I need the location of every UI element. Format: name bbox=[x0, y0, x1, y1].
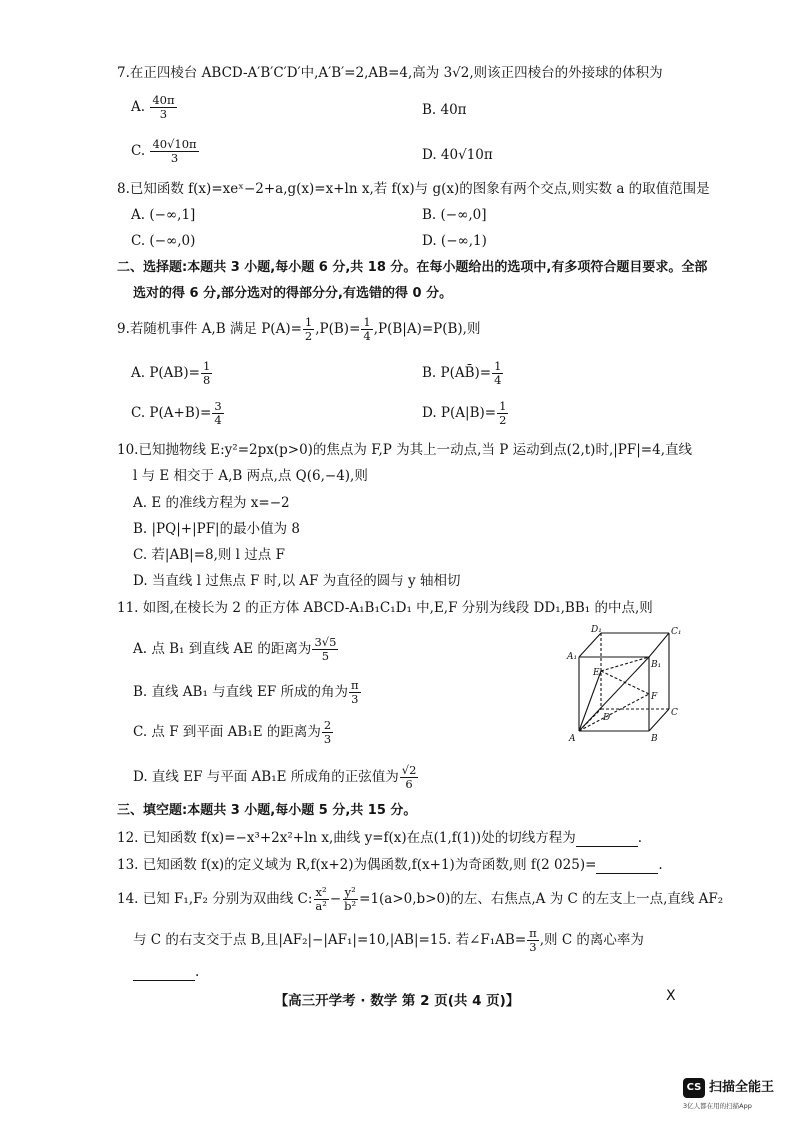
q7-option-d: D. 40√10π bbox=[422, 147, 493, 163]
answer-blank[interactable] bbox=[596, 859, 658, 874]
answer-blank[interactable] bbox=[576, 832, 638, 847]
segment-ef bbox=[601, 671, 649, 694]
fraction: $\frac{1}{2}$ bbox=[304, 315, 313, 343]
label-c: C bbox=[671, 708, 678, 718]
q8-option-b: B. (−∞,0] bbox=[422, 207, 487, 223]
q11-option-c: C. 点 F 到平面 AB₁E 的距离为 $\frac{2}{3}$ bbox=[133, 718, 332, 746]
q10-stem: 10.已知抛物线 E:y²=2px(p>0)的焦点为 F,P 为其上一动点,当 P 运动到点(2,t)时,|PF|=4,直线 bbox=[117, 442, 692, 458]
q13-stem: 13. 已知函数 f(x)的定义域为 R,f(x+2)为偶函数,f(x+1)为奇函数,则 f(2 025)= . bbox=[117, 857, 663, 873]
page-footer: 【高三开学考 · 数学 第 2 页(共 4 页)】 bbox=[274, 993, 520, 1009]
edge-bc bbox=[649, 709, 669, 731]
label-e: E bbox=[593, 668, 600, 678]
q7-option-b: B. 40π bbox=[422, 102, 467, 118]
q9-option-a: A. P(AB)= $\frac{1}{8}$ bbox=[131, 359, 211, 387]
camscanner-logo-icon: CS bbox=[683, 1078, 705, 1098]
q12-stem: 12. 已知函数 f(x)=−x³+2x²+ln x,曲线 y=f(x)在点(1,f(1))处的切线方程为 . bbox=[117, 830, 642, 846]
q14-stem-cont: 与 C 的右支交于点 B,且|AF₂|−|AF₁|=10,|AB|=15. 若∠F₁AB= $\frac{\pi}{3}$ ,则 C 的离心率为 bbox=[133, 926, 644, 954]
section-3-heading: 三、填空题:本题共 3 小题,每小题 5 分,共 15 分。 bbox=[117, 803, 417, 818]
q7-option-c bbox=[131, 138, 200, 165]
section-2-heading-cont: 选对的得 6 分,部分选对的得部分分,有选错的得 0 分。 bbox=[133, 286, 453, 301]
q11-option-a: A. 点 B₁ 到直线 AE 的距离为 $\frac{3√5}{5}$ bbox=[133, 635, 337, 663]
q10-option-a: A. E 的准线方程为 x=−2 bbox=[133, 495, 290, 511]
paper-version-mark: X bbox=[666, 988, 676, 1004]
cube-figure bbox=[565, 623, 685, 748]
section-2-heading: 二、选择题:本题共 3 小题,每小题 6 分,共 18 分。在每小题给出的选项中,有多项符合题目要求。全部 bbox=[117, 260, 708, 275]
option-label: A. bbox=[131, 99, 146, 115]
label-a1: A₁ bbox=[567, 652, 578, 662]
fraction: $\frac{40√10\pi}{3}$ bbox=[152, 137, 197, 165]
segment-af bbox=[579, 694, 649, 731]
q9-option-c: C. P(A+B)= $\frac{3}{4}$ bbox=[131, 399, 222, 427]
q9-stem: 9.若随机事件 A,B 满足 P(A)= $\frac{1}{2}$ ,P(B)= $\frac{1}{4}$ ,P(B|A)=P(B),则 bbox=[117, 315, 481, 343]
q8-option-c: C. (−∞,0) bbox=[131, 233, 196, 249]
q7-option-a bbox=[131, 94, 178, 121]
scanner-watermark bbox=[683, 1076, 788, 1116]
q11-option-d: D. 直线 EF 与平面 AB₁E 所成角的正弦值为 $\frac{√2}{6}$ bbox=[133, 763, 417, 791]
edge-b1c1 bbox=[649, 633, 669, 657]
answer-blank[interactable] bbox=[133, 966, 195, 981]
label-b: B bbox=[651, 734, 658, 744]
label-a: A bbox=[569, 734, 576, 744]
q10-option-b: B. |PQ|+|PF|的最小值为 8 bbox=[133, 521, 300, 537]
label-d1: D₁ bbox=[591, 625, 602, 635]
watermark-name: 扫描全能王 bbox=[709, 1080, 775, 1095]
q11-stem: 11. 如图,在棱长为 2 的正方体 ABCD-A₁B₁C₁D₁ 中,E,F 分别为线段 DD₁,BB₁ 的中点,则 bbox=[117, 600, 653, 616]
fraction: $\frac{1}{4}$ bbox=[363, 315, 371, 343]
fraction: $\frac{40\pi}{3}$ bbox=[152, 93, 175, 121]
q14-stem: 14. 已知 F₁,F₂ 分别为双曲线 C: $\frac{\text{x²}}{\text{a²}}$ − $\frac{\text{y²}}{\text{b²}}$ =1(a>0,b>0)的左、右焦点,A 为 C 的左支上一点,直线 AF₂ bbox=[117, 885, 724, 913]
q10-stem-cont: l 与 E 相交于 A,B 两点,点 Q(6,−4),则 bbox=[133, 468, 368, 484]
label-f: F bbox=[651, 692, 658, 702]
option-label: C. bbox=[131, 143, 146, 159]
label-c1: C₁ bbox=[671, 627, 682, 637]
q10-option-d: D. 当直线 l 过焦点 F 时,以 AF 为直径的圆与 y 轴相切 bbox=[133, 573, 461, 589]
label-b1: B₁ bbox=[651, 660, 662, 670]
q9-option-b: B. P(AB̄)= $\frac{1}{4}$ bbox=[422, 359, 502, 387]
q8-stem: 8.已知函数 f(x)=xeˣ−2+a,g(x)=x+ln x,若 f(x)与 g(x)的图象有两个交点,则实数 a 的取值范围是 bbox=[117, 181, 710, 197]
q11-option-b: B. 直线 AB₁ 与直线 EF 所成的角为 $\frac{\pi}{3}$ bbox=[133, 678, 359, 706]
segment-ae bbox=[579, 671, 601, 731]
q10-option-c: C. 若|AB|=8,则 l 过点 F bbox=[133, 547, 285, 563]
q8-option-d: D. (−∞,1) bbox=[422, 233, 487, 249]
edge-a1d1 bbox=[579, 633, 601, 657]
segment-ab1 bbox=[579, 657, 649, 731]
label-d: D bbox=[603, 713, 611, 723]
q7-stem: 7.在正四棱台 ABCD-A′B′C′D′中,A′B′=2,AB=4,高为 3√2,则该正四棱台的外接球的体积为 bbox=[117, 65, 663, 81]
q8-option-a: A. (−∞,1] bbox=[131, 207, 196, 223]
q14-answer-line: . bbox=[133, 963, 199, 981]
q9-option-d: D. P(A|B)= $\frac{1}{2}$ bbox=[422, 399, 507, 427]
watermark-tagline: 3亿人都在用的扫描App bbox=[683, 1102, 752, 1110]
